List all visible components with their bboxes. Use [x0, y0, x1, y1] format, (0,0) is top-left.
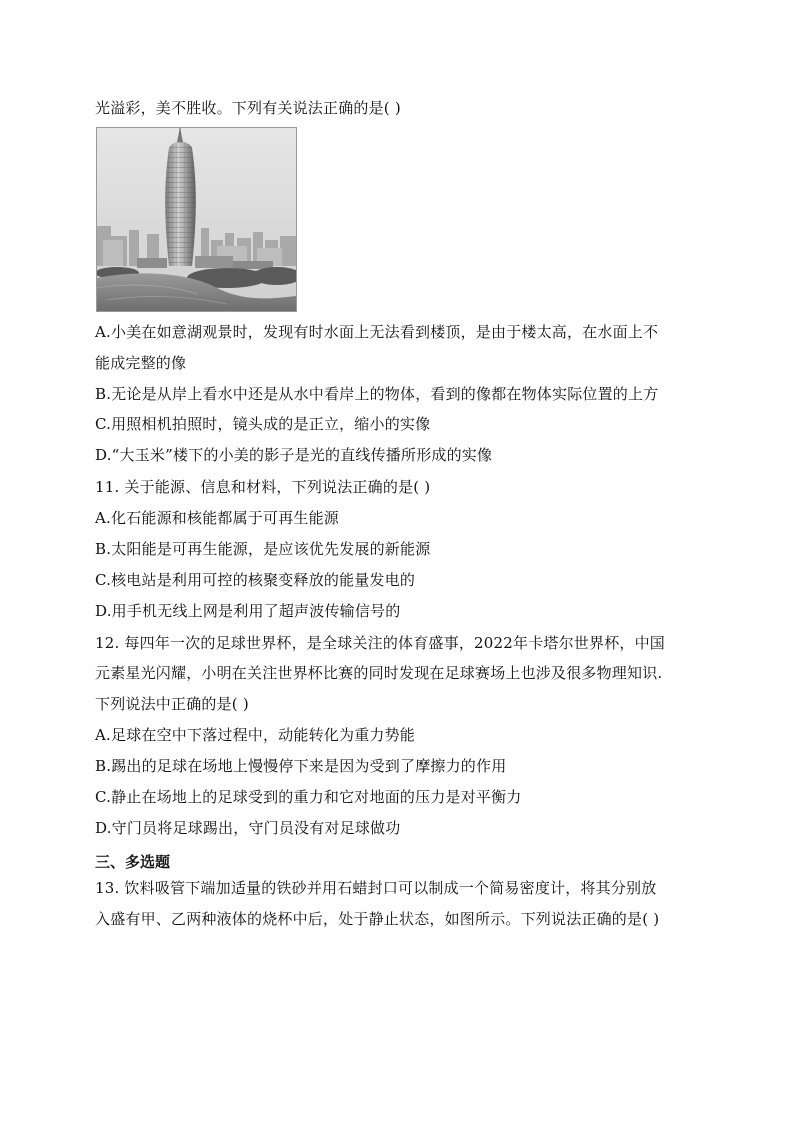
q12-stem-line2: 元素星光闪耀，小明在关注世界杯比赛的同时发现在足球赛场上也涉及很多物理知识.	[95, 664, 663, 682]
q11-option-c: C.核电站是利用可控的核聚变释放的能量发电的	[95, 571, 416, 589]
q12-option-a: A.足球在空中下落过程中，动能转化为重力势能	[95, 726, 416, 744]
q10-option-c: C.用照相机拍照时，镜头成的是正立，缩小的实像	[95, 415, 431, 433]
q11-option-d: D.用手机无线上网是利用了超声波传输信号的	[95, 602, 401, 620]
tower-photo	[96, 127, 297, 312]
q13-stem-line1: 13. 饮料吸管下端加适量的铁砂并用石蜡封口可以制成一个简易密度计，将其分别放	[95, 879, 657, 897]
q11-option-b: B.太阳能是可再生能源，是应该优先发展的新能源	[95, 540, 431, 558]
q10-option-a-line1: A.小美在如意湖观景时，发现有时水面上无法看到楼顶，是由于楼太高，在水面上不	[95, 323, 659, 341]
q12-option-d: D.守门员将足球踢出，守门员没有对足球做功	[95, 819, 401, 837]
q10-option-b: B.无论是从岸上看水中还是从水中看岸上的物体，看到的像都在物体实际位置的上方	[95, 385, 659, 403]
q10-option-a-line2: 能成完整的像	[95, 354, 187, 372]
q12-option-c: C.静止在场地上的足球受到的重力和它对地面的压力是对平衡力	[95, 788, 522, 806]
q11-stem: 11. 关于能源、信息和材料，下列说法正确的是( )	[95, 478, 431, 496]
question-10-stem-tail: 光溢彩，美不胜收。下列有关说法正确的是( )	[95, 99, 401, 117]
section-title-multiple-choice: 三、多选题	[95, 853, 171, 871]
q13-stem-line2: 入盛有甲、乙两种液体的烧杯中后，处于静止状态，如图所示。下列说法正确的是( )	[95, 910, 660, 928]
q12-stem-line3: 下列说法中正确的是( )	[95, 695, 249, 713]
q10-option-d: D.“大玉米”楼下的小美的影子是光的直线传播所形成的实像	[95, 446, 493, 464]
tower-illustration	[97, 128, 296, 311]
q12-option-b: B.踢出的足球在场地上慢慢停下来是因为受到了摩擦力的作用	[95, 757, 507, 775]
q11-option-a: A.化石能源和核能都属于可再生能源	[95, 509, 340, 527]
q12-stem-line1: 12. 每四年一次的足球世界杯，是全球关注的体育盛事，2022年卡塔尔世界杯，中国	[95, 634, 666, 652]
